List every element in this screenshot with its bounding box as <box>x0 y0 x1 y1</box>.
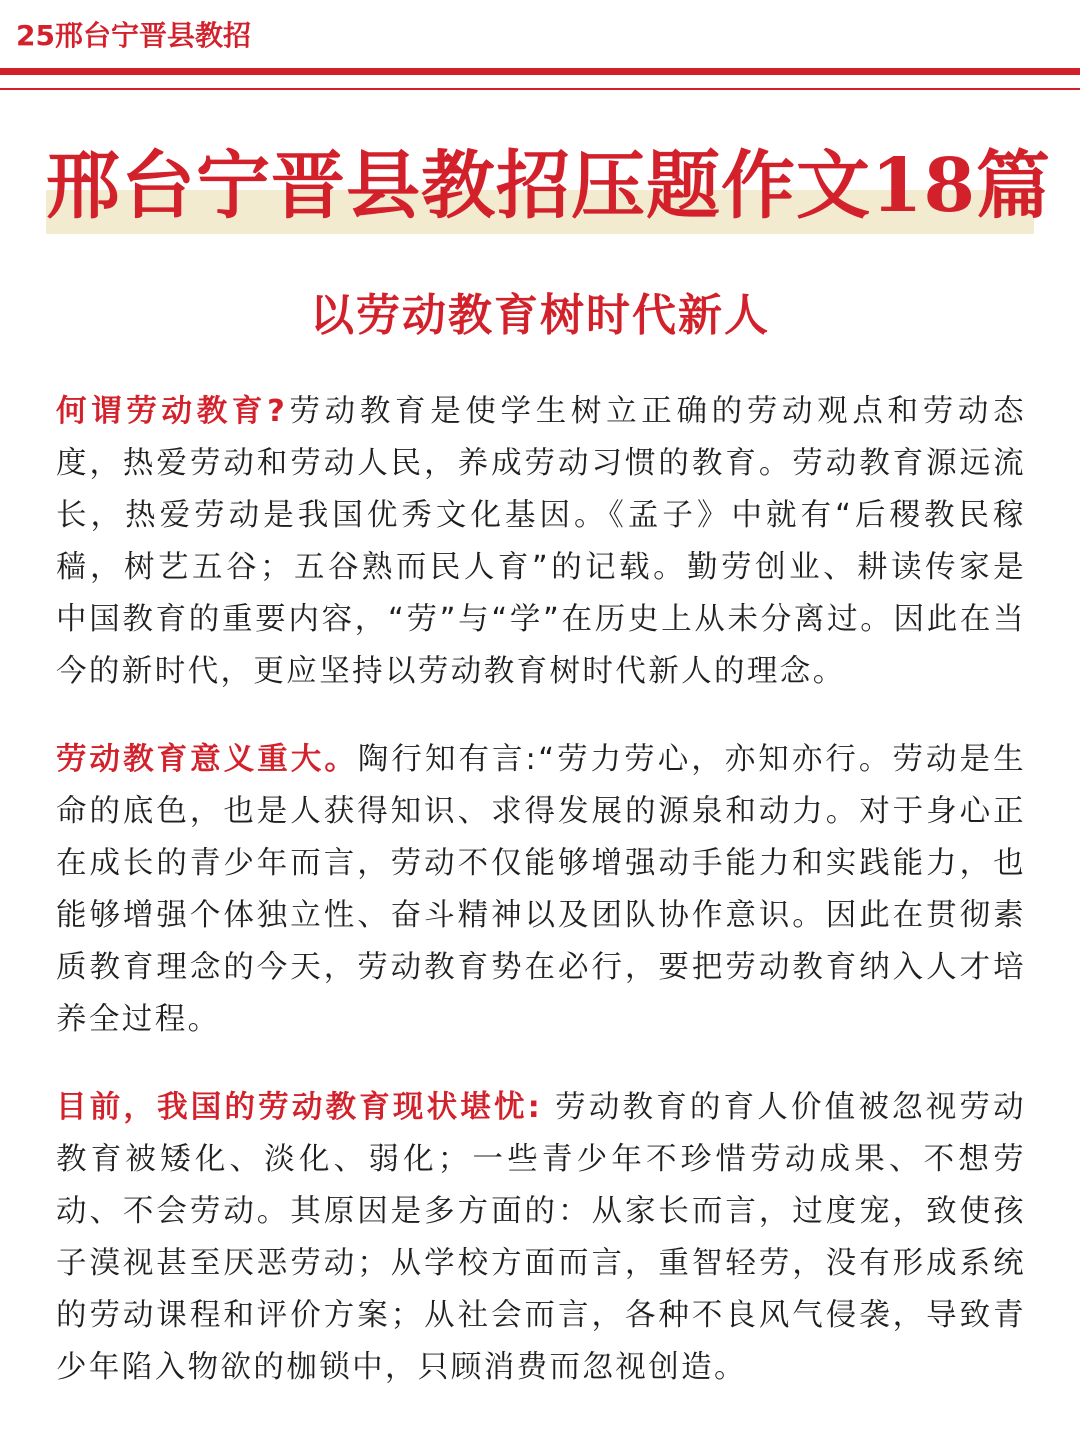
paragraph-current-status <box>56 1082 1026 1394</box>
paragraph-body: 陶行知有言:“劳力劳心，亦知亦行。劳动是生命的底色，也是人获得知识、求得发展的源泉和动力。对于身心正在成长的青少年而言，劳动不仅能够增强动手能力和实践能力，也能够增强个体独立性、奋斗精神以及团队协作意识。因此在贯彻素质教育理念的今天，劳动教育势在必行，要把劳动教育纳入人才培养全过程。 <box>56 742 1026 1037</box>
page-title: 邢台宁晋县教招压题作文18篇 <box>46 143 1051 229</box>
paragraph-definition <box>56 386 1026 698</box>
paragraph-body: 劳动教育是使学生树立正确的劳动观点和劳动态度，热爱劳动和劳动人民，养成劳动习惯的教育。劳动教育源远流长，热爱劳动是我国优秀文化基因。《孟子》中就有“后稷教民稼穑，树艺五谷；五谷熟而民人育”的记载。勤劳创业、耕读传家是中国教育的重要内容，“劳”与“学”在历史上从未分离过。因此在当今的新时代，更应坚持以劳动教育树时代新人的理念。 <box>56 394 1026 689</box>
title-block <box>46 138 1051 238</box>
article-subtitle: 以劳动教育树时代新人 <box>310 290 770 341</box>
paragraph-lead: 目前，我国的劳动教育现状堪忧: <box>56 1090 543 1125</box>
paragraph-lead: 劳动教育意义重大。 <box>56 742 358 777</box>
paragraph-significance <box>56 734 1026 1046</box>
header-divider-thick <box>0 68 1080 75</box>
paragraph-body: 劳动教育的育人价值被忽视劳动教育被矮化、淡化、弱化；一些青少年不珍惜劳动成果、不想劳动、不会劳动。其原因是多方面的：从家长而言，过度宠，致使孩子漠视甚至厌恶劳动；从学校方面而言，重智轻劳，没有形成系统的劳动课程和评价方案；从社会而言，各种不良风气侵袭，导致青少年陷入物欲的枷锁中，只顾消费而忽视创造。 <box>56 1090 1026 1385</box>
header-divider-thin <box>0 88 1080 90</box>
header-tag: 25邢台宁晋县教招 <box>16 19 251 52</box>
paragraph-lead: 何谓劳动教育? <box>56 394 288 429</box>
